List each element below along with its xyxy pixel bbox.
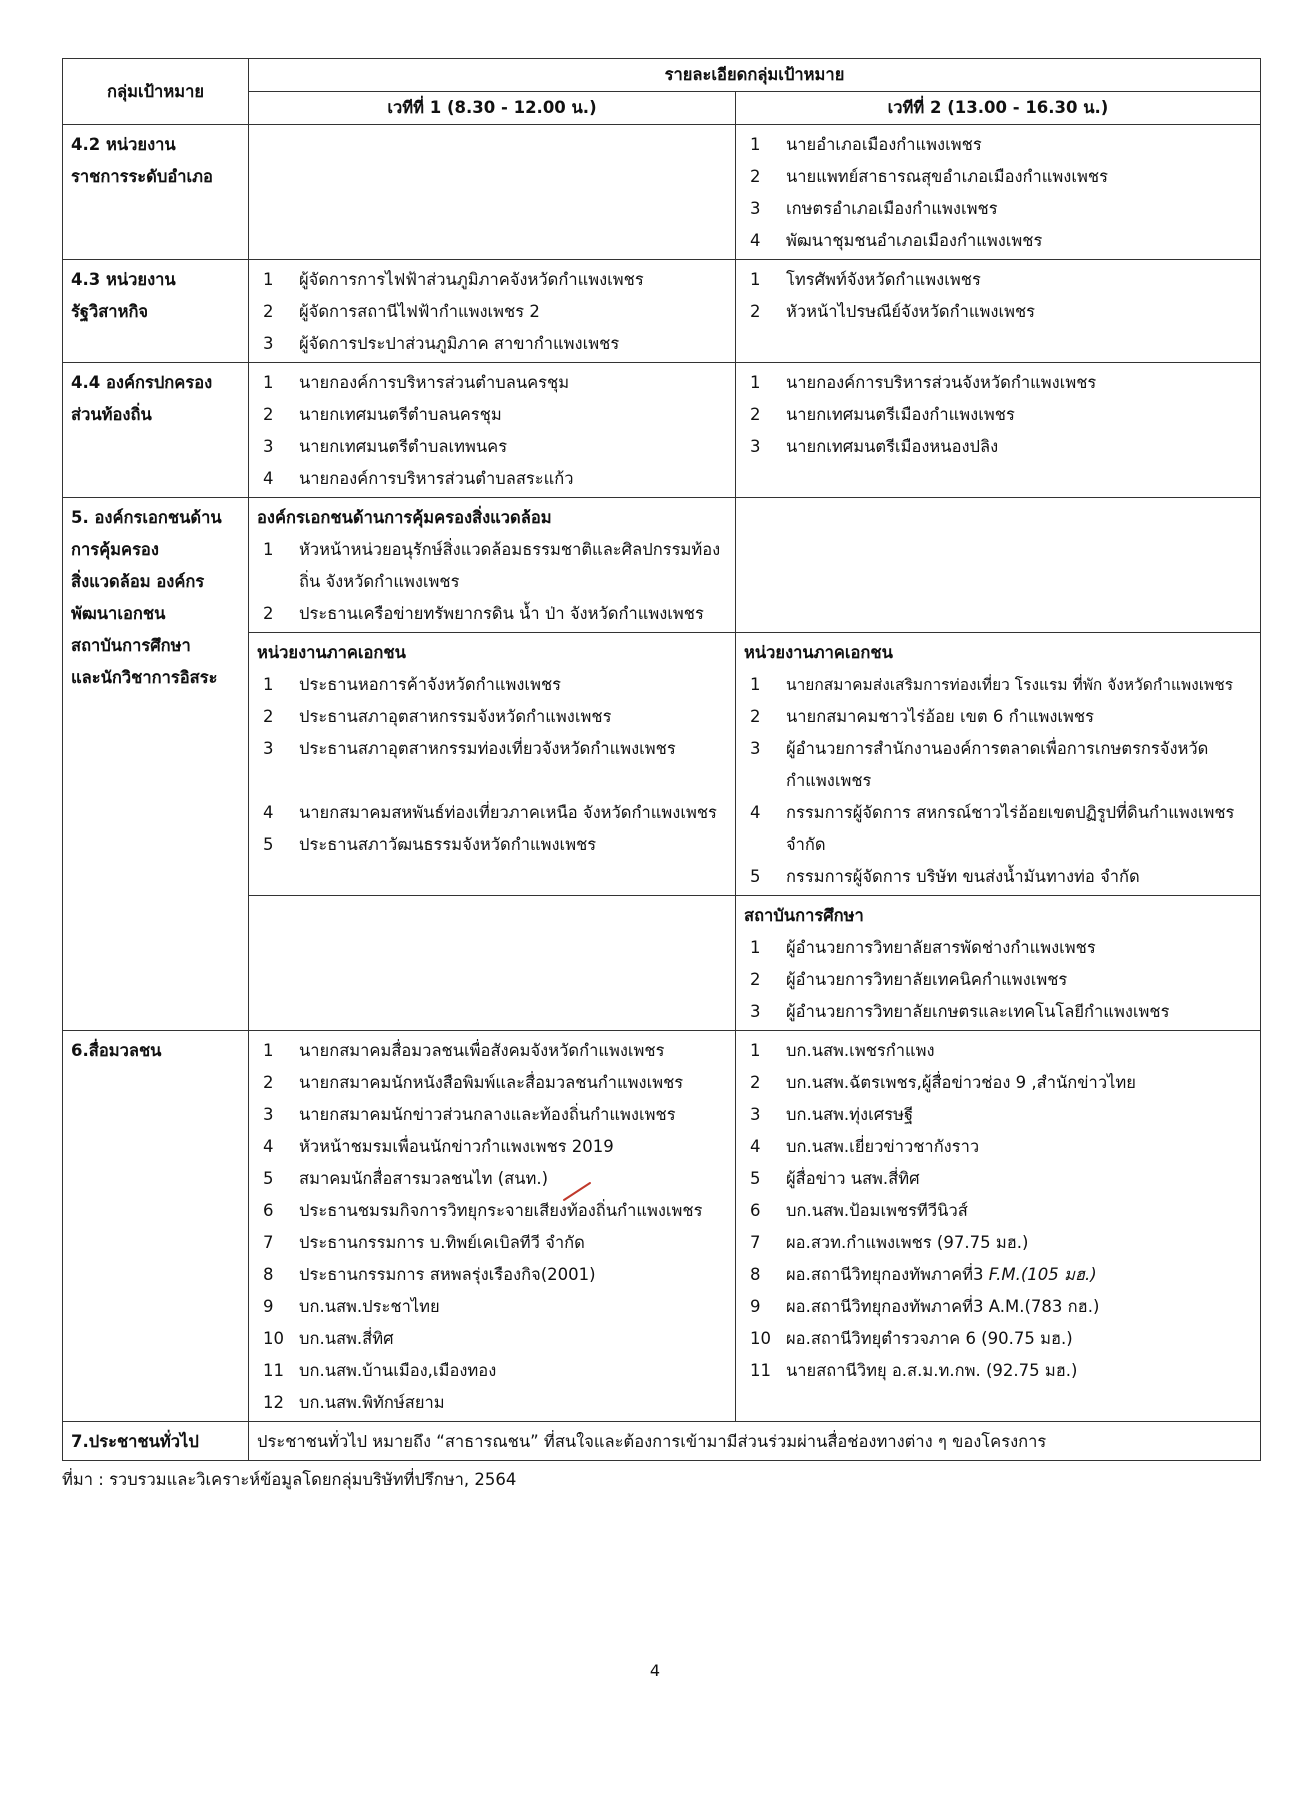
list-item: 7 ประธานกรรมการ บ.ทิพย์เคเบิลทีวี จำกัด [263,1233,585,1252]
session-2-cell [736,125,1261,260]
row-4-4 [63,363,1261,498]
session-1-cell [249,633,736,896]
list-item: 2 ประธานสภาอุตสาหกรรมจังหวัดกำแพงเพชร [263,707,612,726]
section-heading: หน่วยงานภาคเอกชน [744,643,893,662]
page-number: 4 [649,1661,661,1680]
list-item: 3 ประธานสภาอุตสาหกรรมท่องเที่ยวจังหวัดกำแพงเพชร [263,739,676,758]
list-item: 1 ประธานหอการค้าจังหวัดกำแพงเพชร [263,675,562,694]
list-item: 1 บก.นสพ.เพชรกำแพง [750,1041,935,1060]
list-item: 5 สมาคมนักสื่อสารมวลชนไท (สนท.) [263,1169,549,1188]
list-item: 4 พัฒนาชุมชนอำเภอเมืองกำแพงเพชร [750,231,1043,250]
list-item: 3 ผู้อำนวยการวิทยาลัยเกษตรและเทคโนโลยีกำแพงเพชร [750,1002,1170,1021]
list-item: 2 ผู้อำนวยการวิทยาลัยเทคนิคกำแพงเพชร [750,970,1068,989]
list-item: 9 ผอ.สถานีวิทยุกองทัพภาคที่3 A.M.(783 กฮ.) [750,1297,1100,1316]
list-item: 10 ผอ.สถานีวิทยุตำรวจภาค 6 (90.75 มฮ.) [750,1329,1073,1348]
list-item: 5 ผู้สื่อข่าว นสพ.สี่ทิศ [750,1169,920,1188]
document-page [62,58,1260,1493]
list-item: 6 บก.นสพ.ป้อมเพชรทีวีนิวส์ [750,1201,968,1220]
group-cell: 4.3 หน่วยงาน รัฐวิสาหกิจ [63,260,249,363]
list-item: 2 บก.นสพ.ฉัตรเพชร,ผู้สื่อข่าวช่อง 9 ,สำนักข่าวไทย [750,1073,1136,1092]
source-note: ที่มา : รวบรวมและวิเคราะห์ข้อมูลโดยกลุ่มบริษัทที่ปรึกษา, 2564 [62,1470,517,1489]
pen-check-mark-icon [562,1180,592,1202]
section-heading: หน่วยงานภาคเอกชน [257,643,406,662]
list-item: 2 นายกสมาคมชาวไร่อ้อย เขต 6 กำแพงเพชร [750,707,1094,726]
row-6 [63,1031,1261,1422]
list-item: 2 ผู้จัดการสถานีไฟฟ้ากำแพงเพชร 2 [263,302,540,321]
list-item: 2 ประธานเครือข่ายทรัพยากรดิน น้ำ ป่า จังหวัดกำแพงเพชร [263,604,704,623]
list-item: 11 นายสถานีวิทยุ อ.ส.ม.ท.กพ. (92.75 มฮ.) [750,1361,1078,1380]
list-item: 1 นายอำเภอเมืองกำแพงเพชร [750,135,982,154]
list-item: 6 ประธานชมรมกิจการวิทยุกระจายเสียงท้องถิ่นกำแพงเพชร [263,1201,703,1220]
session-2-cell [736,363,1261,498]
header-session-2: เวทีที่ 2 (13.00 - 16.30 น.) [736,92,1261,125]
group-cell: 7.ประชาชนทั่วไป [63,1422,249,1461]
list-item: 8 ผอ.สถานีวิทยุกองทัพภาคที่3 F.M.(105 มฮ.) [750,1265,1097,1284]
session-2-cell [736,260,1261,363]
session-2-cell [736,633,1261,896]
list-item: 3 ผู้อำนวยการสำนักงานองค์การตลาดเพื่อการเกษตรกรจังหวัดกำแพงเพชร [750,739,1209,790]
list-item: 3 ผู้จัดการประปาส่วนภูมิภาค สาขากำแพงเพชร [263,334,620,353]
list-item: 4 บก.นสพ.เยี่ยวข่าวชากังราว [750,1137,980,1156]
list-item: 1 นายกองค์การบริหารส่วนตำบลนครชุม [263,373,570,392]
list-item: 7 ผอ.สวท.กำแพงเพชร (97.75 มฮ.) [750,1233,1029,1252]
list-item: 3 นายกเทศมนตรีเมืองหนองปลิง [750,437,999,456]
header-target-group: กลุ่มเป้าหมาย [63,59,249,125]
target-group-table [62,58,1261,1461]
list-item: 10 บก.นสพ.สี่ทิศ [263,1329,394,1348]
list-item: 1 โทรศัพท์จังหวัดกำแพงเพชร [750,270,981,289]
group-cell: 4.4 องค์กรปกครอง ส่วนท้องถิ่น [63,363,249,498]
list-item: 2 นายกสมาคมนักหนังสือพิมพ์และสื่อมวลชนกำแพงเพชร [263,1073,684,1092]
list-item: 12 บก.นสพ.พิทักษ์สยาม [263,1393,445,1412]
list-item: 1 นายกสมาคมสื่อมวลชนเพื่อสังคมจังหวัดกำแพงเพชร [263,1041,665,1060]
row-4-2 [63,125,1261,260]
session-2-cell [736,1031,1261,1422]
general-public-text: ประชาชนทั่วไป หมายถึง “สาธารณชน” ที่สนใจและต้องการเข้ามามีส่วนร่วมผ่านสื่อช่องทางต่าง ๆ ของโครงการ [249,1422,1261,1461]
session-1-cell [249,125,736,260]
list-item: 2 นายแพทย์สาธารณสุขอำเภอเมืองกำแพงเพชร [750,167,1108,186]
list-item: 1 ผู้อำนวยการวิทยาลัยสารพัดช่างกำแพงเพชร [750,938,1096,957]
section-heading: องค์กรเอกชนด้านการคุ้มครองสิ่งแวดล้อม [257,508,552,527]
list-item: 5 ประธานสภาวัฒนธรรมจังหวัดกำแพงเพชร [263,835,597,854]
group-cell: 5. องค์กรเอกชนด้าน การคุ้มครอง สิ่งแวดล้อม องค์กร พัฒนาเอกชน สถาบันการศึกษา และนักวิชาการอิสระ [63,498,249,1031]
row-7 [63,1422,1261,1461]
list-item: 4 หัวหน้าชมรมเพื่อนนักข่าวกำแพงเพชร 2019 [263,1137,614,1156]
list-item: 3 นายกสมาคมนักข่าวส่วนกลางและท้องถิ่นกำแพงเพชร [263,1105,676,1124]
session-1-cell [249,498,736,633]
list-item: 1 ผู้จัดการการไฟฟ้าส่วนภูมิภาคจังหวัดกำแพงเพชร [263,270,644,289]
list-item: 2 หัวหน้าไปรษณีย์จังหวัดกำแพงเพชร [750,302,1036,321]
header-row [63,59,1261,92]
header-session-1: เวทีที่ 1 (8.30 - 12.00 น.) [249,92,736,125]
row-5-env [63,498,1261,633]
list-item: 2 นายกเทศมนตรีตำบลนครชุม [263,405,502,424]
session-2-cell [736,896,1261,1031]
list-item: 3 บก.นสพ.ทุ่งเศรษฐี [750,1105,914,1124]
list-item: 5 กรรมการผู้จัดการ บริษัท ขนส่งน้ำมันทางท่อ จำกัด [750,867,1140,886]
session-1-cell [249,363,736,498]
section-heading: สถาบันการศึกษา [744,906,864,925]
list-item: 3 นายกเทศมนตรีตำบลเทพนคร [263,437,508,456]
list-item: 9 บก.นสพ.ประชาไทย [263,1297,440,1316]
list-item: 4 นายกองค์การบริหารส่วนตำบลสระแก้ว [263,469,574,488]
list-item: 4 นายกสมาคมสหพันธ์ท่องเที่ยวภาคเหนือ จังหวัดกำแพงเพชร [263,803,717,822]
session-1-cell [249,260,736,363]
group-cell: 6.สื่อมวลชน [63,1031,249,1422]
list-item: 2 นายกเทศมนตรีเมืองกำแพงเพชร [750,405,1015,424]
session-2-cell [736,498,1261,633]
list-item: 4 กรรมการผู้จัดการ สหกรณ์ชาวไร่อ้อยเขตปฏิรูปที่ดินกำแพงเพชร จำกัด [750,803,1235,854]
header-details: รายละเอียดกลุ่มเป้าหมาย [249,59,1261,92]
list-item: 8 ประธานกรรมการ สหพลรุ่งเรืองกิจ(2001) [263,1265,596,1284]
list-item: 3 เกษตรอำเภอเมืองกำแพงเพชร [750,199,998,218]
list-item: 1 หัวหน้าหน่วยอนุรักษ์สิ่งแวดล้อมธรรมชาติและศิลปกรรมท้องถิ่น จังหวัดกำแพงเพชร [263,540,721,591]
list-item: 1 นายกองค์การบริหารส่วนจังหวัดกำแพงเพชร [750,373,1097,392]
group-cell: 4.2 หน่วยงาน ราชการระดับอำเภอ [63,125,249,260]
session-1-cell [249,896,736,1031]
list-item: 1 นายกสมาคมส่งเสริมการท่องเที่ยว โรงแรม ที่พัก จังหวัดกำแพงเพชร [750,675,1234,694]
list-item: 11 บก.นสพ.บ้านเมือง,เมืองทอง [263,1361,497,1380]
row-4-3 [63,260,1261,363]
session-1-cell [249,1031,736,1422]
